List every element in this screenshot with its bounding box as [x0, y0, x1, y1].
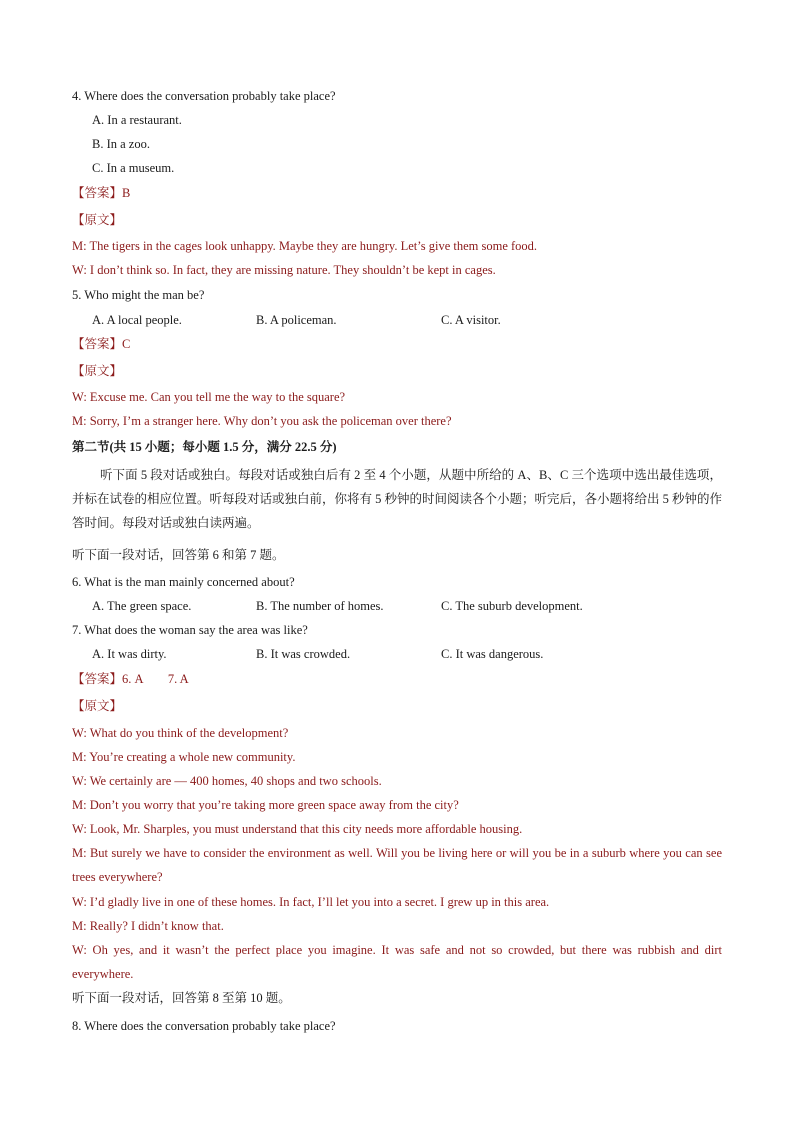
question-5: 5. Who might the man be? — [72, 288, 205, 302]
q4-answer — [72, 185, 130, 201]
q5-option-a: A. A local people. — [92, 313, 182, 327]
q5-transcript-line: W: Excuse me. Can you tell me the way to the square? — [72, 390, 346, 404]
q7-option-c: C. It was dangerous. — [441, 647, 544, 661]
q67-transcript-long: W: Oh yes, and it wasn’t the perfect place you imagine. It was safe and not so crowded, but there was rubbish and dirt everywhere. — [72, 943, 722, 981]
section-heading: 第二节(共 15 小题；每小题 1.5 分，满分 22.5 分) — [72, 440, 337, 454]
q67-transcript-line: W: What do you think of the development? — [72, 726, 289, 740]
answer-label: 【答案】 — [72, 672, 123, 686]
q67-transcript-long: M: But surely we have to consider the environment as well. Will you be living here or will you be in a suburb where you can see trees everywhere? — [72, 846, 722, 884]
question-4: 4. Where does the conversation probably take place? — [72, 89, 336, 103]
q67-transcript-line: W: We certainly are — 400 homes, 40 shops and two schools. — [72, 774, 382, 788]
q5-option-b: B. A policeman. — [256, 313, 337, 327]
q5-transcript-label: 【原文】 — [72, 364, 123, 378]
q6-option-b: B. The number of homes. — [256, 599, 384, 613]
q5-answer — [72, 336, 130, 352]
q6-option-a: A. The green space. — [92, 599, 192, 613]
question-8: 8. Where does the conversation probably take place? — [72, 1019, 336, 1033]
q67-transcript-line: W: I’d gladly live in one of these homes. In fact, I’ll let you into a secret. I grew up in this area. — [72, 895, 550, 909]
answer-value: 6. A 7. A — [122, 672, 189, 686]
question-6: 6. What is the man mainly concerned about? — [72, 575, 295, 589]
q67-transcript-line: M: Don’t you worry that you’re taking more green space away from the city? — [72, 798, 459, 812]
dialog-intro: 听下面一段对话，回答第 6 和第 7 题。 — [72, 548, 285, 562]
q67-transcript-line: W: Look, Mr. Sharples, you must understand that this city needs more affordable housing. — [72, 822, 523, 836]
q4-option-b: B. In a zoo. — [92, 137, 150, 151]
section-instructions: 听下面 5 段对话或独白。每段对话或独白后有 2 至 4 个小题，从题中所给的 A、B、C 三个选项中选出最佳选项，并标在试卷的相应位置。听每段对话或独白前，你将有 5 秒钟的时间阅读各个小题；听完后，各小题将给出 5 秒钟的作答时间。每段对话或独白读两遍。 — [72, 468, 723, 530]
q5-option-c: C. A visitor. — [441, 313, 501, 327]
answer-label: 【答案】 — [72, 186, 123, 200]
q67-transcript-label: 【原文】 — [72, 699, 123, 713]
answer-value: C — [122, 337, 131, 351]
answer-value: B — [122, 186, 131, 200]
q6-option-c: C. The suburb development. — [441, 599, 583, 613]
answer-label: 【答案】 — [72, 337, 123, 351]
q4-transcript-label: 【原文】 — [72, 213, 123, 227]
q4-transcript-line: M: The tigers in the cages look unhappy. Maybe they are hungry. Let’s give them some food. — [72, 239, 538, 253]
q5-transcript-line: M: Sorry, I’m a stranger here. Why don’t you ask the policeman over there? — [72, 414, 452, 428]
q4-option-c: C. In a museum. — [92, 161, 175, 175]
dialog-intro: 听下面一段对话，回答第 8 至第 10 题。 — [72, 991, 291, 1005]
q67-transcript-line: M: Really? I didn’t know that. — [72, 919, 224, 933]
q67-transcript-line: M: You’re creating a whole new community. — [72, 750, 296, 764]
q7-option-a: A. It was dirty. — [92, 647, 167, 661]
q7-option-b: B. It was crowded. — [256, 647, 351, 661]
q4-transcript-line: W: I don’t think so. In fact, they are missing nature. They shouldn’t be kept in cages. — [72, 263, 496, 277]
q67-answer — [72, 671, 189, 687]
q4-option-a: A. In a restaurant. — [92, 113, 182, 127]
question-7: 7. What does the woman say the area was like? — [72, 623, 308, 637]
